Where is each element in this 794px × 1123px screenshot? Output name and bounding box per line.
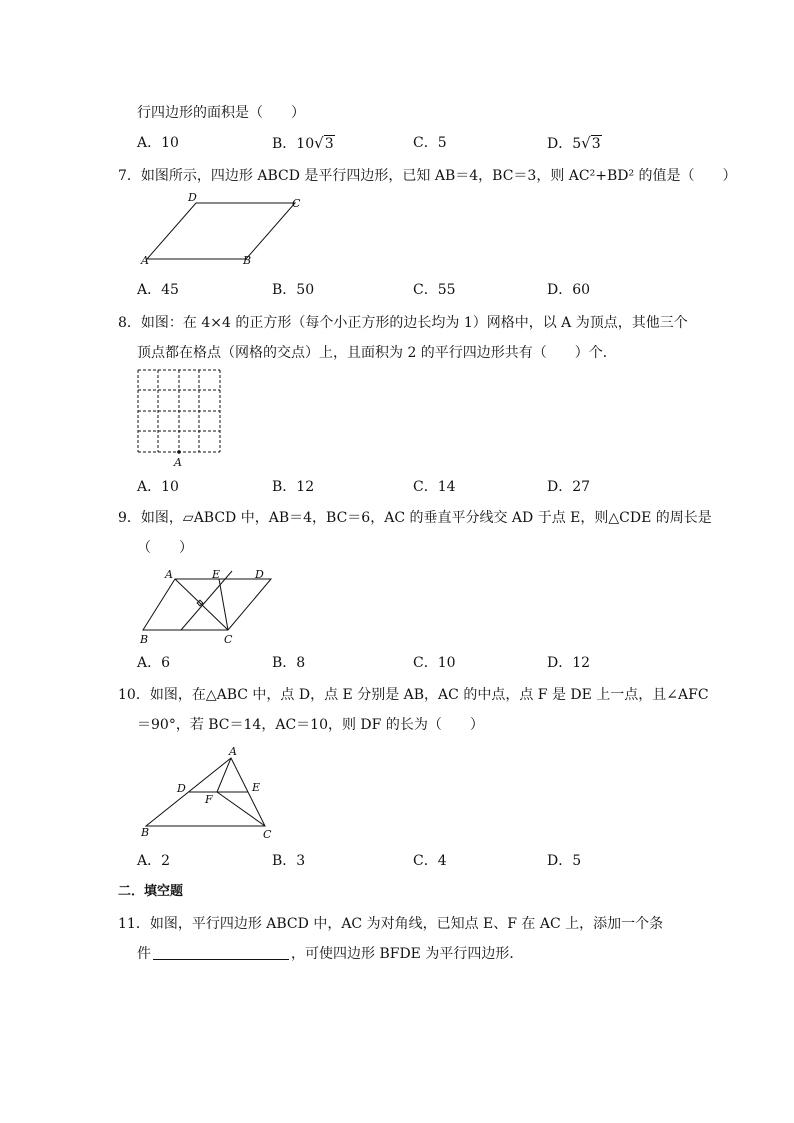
q10-label-f: F (205, 793, 213, 806)
q11-stem-line2: 件 ，可使四边形 BFDE 为平行四边形． (137, 946, 524, 962)
q6-option-b[interactable]: B．10√3 (272, 134, 334, 152)
q9-stem: 9．如图，▱ABCD 中，AB＝4，BC＝6，AC 的垂直平分线交 AD 于点 E，则△CDE 的周长是 (118, 510, 712, 526)
q8-stem-line1: 8．如图：在 4×4 的正方形（每个小正方形的边长均为 1）网格中，以 A 为顶点，其他三个 (118, 315, 688, 331)
q7-option-d[interactable]: D．60 (547, 282, 591, 298)
q10-option-c[interactable]: C．4 (413, 853, 447, 869)
q6-option-a[interactable]: A．10 (137, 135, 179, 151)
q8-label-a: A (174, 456, 182, 469)
q10-stem-line1: 10．如图，在△ABC 中，点 D，点 E 分别是 AB，AC 的中点，点 F 是 DE 上一点，且∠AFC (118, 687, 709, 703)
q7-option-b[interactable]: B．50 (272, 282, 315, 298)
q7-label-d: D (188, 191, 197, 204)
q10-label-e: E (252, 781, 261, 794)
q7-label-a: A (141, 254, 149, 267)
q9-label-e: E (212, 568, 221, 581)
q11-stem-line1: 11．如图，平行四边形 ABCD 中，AC 为对角线，已知点 E、F 在 AC 上，添加一个条 (118, 916, 664, 932)
q9-label-d: D (255, 568, 264, 581)
q8-option-c[interactable]: C．14 (413, 479, 456, 495)
q10-label-c: C (263, 828, 272, 841)
q9-option-c[interactable]: C．10 (413, 655, 456, 671)
q8-stem-line2: 顶点都在格点（网格的交点）上，且面积为 2 的平行四边形共有（ ）个． (137, 345, 617, 361)
q9-label-b: B (140, 633, 149, 646)
q8-option-a[interactable]: A．10 (137, 479, 179, 495)
q7-stem: 7．如图所示，四边形 ABCD 是平行四边形，已知 AB＝4，BC＝3，则 AC²+BD² 的值是（ ） (118, 168, 737, 184)
section-title-fill-in: 二．填空题 (118, 884, 184, 899)
q7-option-c[interactable]: C．55 (413, 282, 456, 298)
q7-option-a[interactable]: A．45 (137, 282, 179, 298)
q10-option-b[interactable]: B．3 (272, 853, 306, 869)
q9-option-a[interactable]: A．6 (137, 655, 171, 671)
q7-label-c: C (292, 197, 301, 210)
q6-stem-tail: 行四边形的面积是（ ） (137, 105, 305, 121)
q9-option-b[interactable]: B．8 (272, 655, 306, 671)
q7-label-b: B (243, 254, 252, 267)
q8-option-d[interactable]: D．27 (547, 479, 591, 495)
q11-answer-blank[interactable] (153, 945, 289, 960)
q9-label-a: A (165, 568, 173, 581)
q10-label-a: A (229, 745, 237, 758)
q10-label-b: B (141, 826, 150, 839)
q6-option-c[interactable]: C．5 (413, 135, 447, 151)
q8-option-b[interactable]: B．12 (272, 479, 315, 495)
q9-label-c: C (224, 633, 233, 646)
q10-label-d: D (177, 782, 186, 795)
q6-option-d[interactable]: D．5√3 (547, 134, 601, 152)
q9-option-d[interactable]: D．12 (547, 655, 591, 671)
q9-stem-line2: （ ） (137, 540, 193, 556)
q10-option-d[interactable]: D．5 (547, 853, 582, 869)
q10-stem-line2: ＝90°，若 BC＝14，AC＝10，则 DF 的长为（ ） (137, 717, 484, 733)
q10-option-a[interactable]: A．2 (137, 853, 171, 869)
